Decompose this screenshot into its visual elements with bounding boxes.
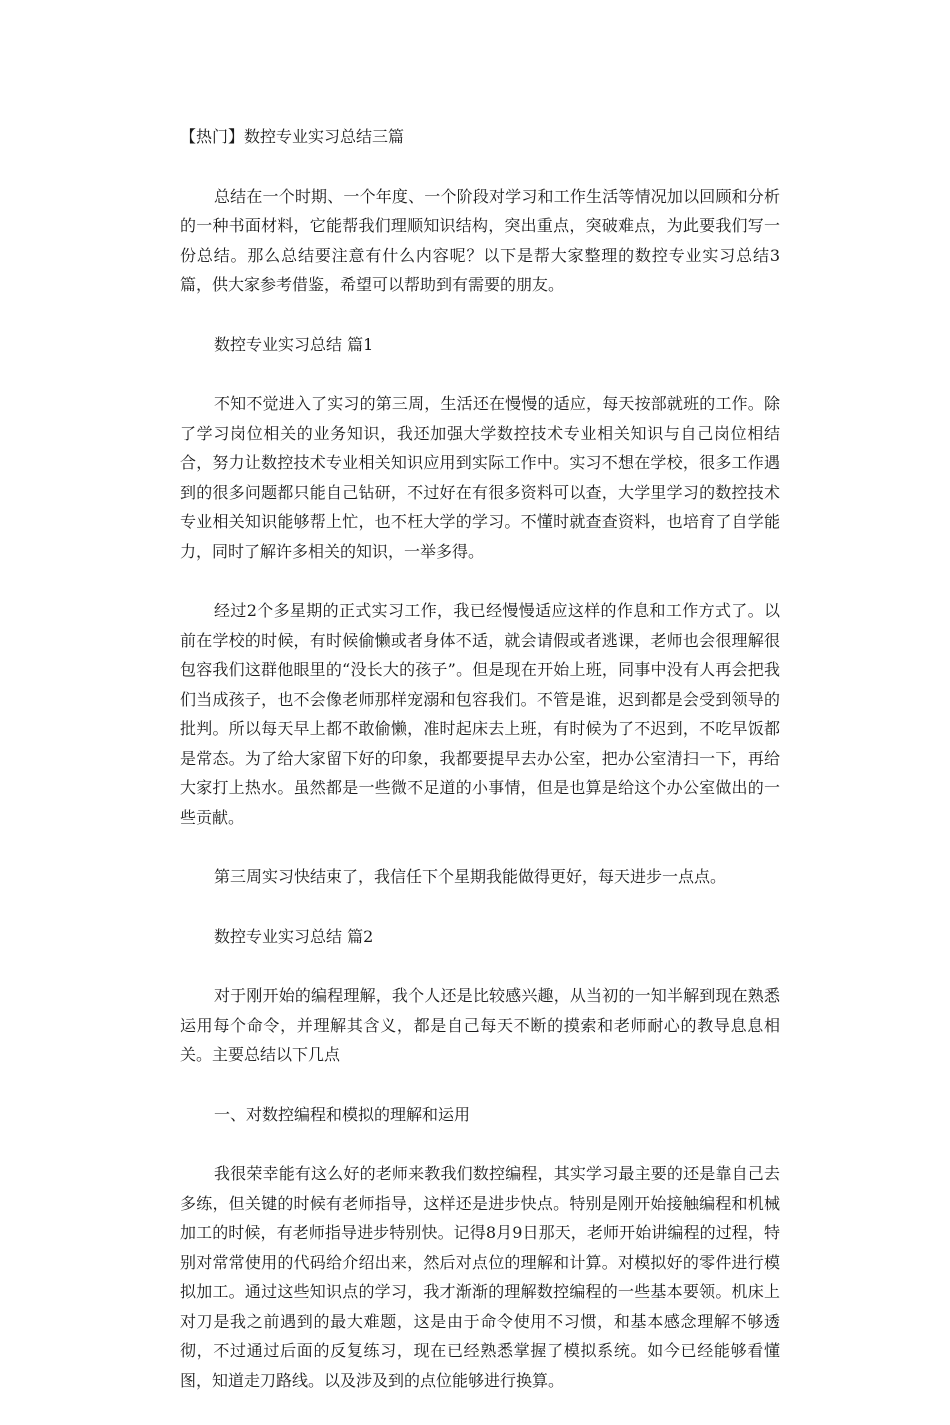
section-2-subheading: 一、对数控编程和模拟的理解和运用	[214, 1104, 471, 1124]
section-1-paragraph-3: 第三周实习快结束了，我信任下个星期我能做得更好，每天进步一点点。	[214, 867, 727, 886]
section-2-heading: 数控专业实习总结 篇2	[214, 926, 374, 946]
section-2-paragraph-1: 对于刚开始的编程理解，我个人还是比较感兴趣，从当初的一知半解到现在熟悉运用每个命令，并理解其含义，都是自己每天不断的摸索和老师耐心的教导息息相关。主要总结以下几点	[180, 986, 780, 1064]
section-1-paragraph-2: 经过2个多星期的正式实习工作，我已经慢慢适应这样的作息和工作方式了。以前在学校的时候，有时候偷懒或者身体不适，就会请假或者逃课，老师也会很理解很包容我们这群他眼里的“没长大的孩子”。但是现在开始上班，同事中没有人再会把我们当成孩子，也不会像老师那样宠溺和包容我们。不管是谁，迟到都是会受到领导的批判。所以每天早上都不敢偷懒，准时起床去上班，有时候为了不迟到，不吃早饭都是常态。为了给大家留下好的印象，我都要提早去办公室，把办公室清扫一下，再给大家打上热水。虽然都是一些微不足道的小事情，但是也算是给这个办公室做出的一些贡献。	[180, 601, 780, 827]
intro-paragraph: 总结在一个时期、一个年度、一个阶段对学习和工作生活等情况加以回顾和分析的一种书面材料，它能帮我们理顺知识结构，突出重点，突破难点，为此要我们写一份总结。那么总结要注意有什么内容呢？以下是帮大家整理的数控专业实习总结3篇，供大家参考借鉴，希望可以帮助到有需要的朋友。	[180, 186, 780, 294]
section-1-paragraph-1: 不知不觉进入了实习的第三周，生活还在慢慢的适应，每天按部就班的工作。除了学习岗位相关的业务知识，我还加强大学数控技术专业相关知识与自己岗位相结合，努力让数控技术专业相关知识应用到实际工作中。实习不想在学校，很多工作遇到的很多问题都只能自己钻研，不过好在有很多资料可以查，大学里学习的数控技术专业相关知识能够帮上忙，也不枉大学的学习。不懂时就查查资料，也培育了自学能力，同时了解许多相关的知识，一举多得。	[180, 394, 780, 561]
section-1-heading: 数控专业实习总结 篇1	[214, 334, 374, 354]
section-2-paragraph-2: 我很荣幸能有这么好的老师来教我们数控编程，其实学习最主要的还是靠自己去多练，但关键的时候有老师指导，这样还是进步快点。特别是刚开始接触编程和机械加工的时候，有老师指导进步特别快。记得8月9日那天，老师开始讲编程的过程，特别对常常使用的代码给介绍出来，然后对点位的理解和计算。对模拟好的零件进行模拟加工。通过这些知识点的学习，我才渐渐的理解数控编程的一些基本要领。机床上对刀是我之前遇到的最大难题，这是由于命令使用不习惯，和基本感念理解不够透彻，不过通过后面的反复练习，现在已经熟悉掌握了模拟系统。如今已经能够看懂图，知道走刀路线。以及涉及到的点位能够进行换算。	[180, 1164, 780, 1390]
document-body	[180, 122, 780, 1425]
document-title: 【热门】数控专业实习总结三篇	[180, 127, 405, 146]
